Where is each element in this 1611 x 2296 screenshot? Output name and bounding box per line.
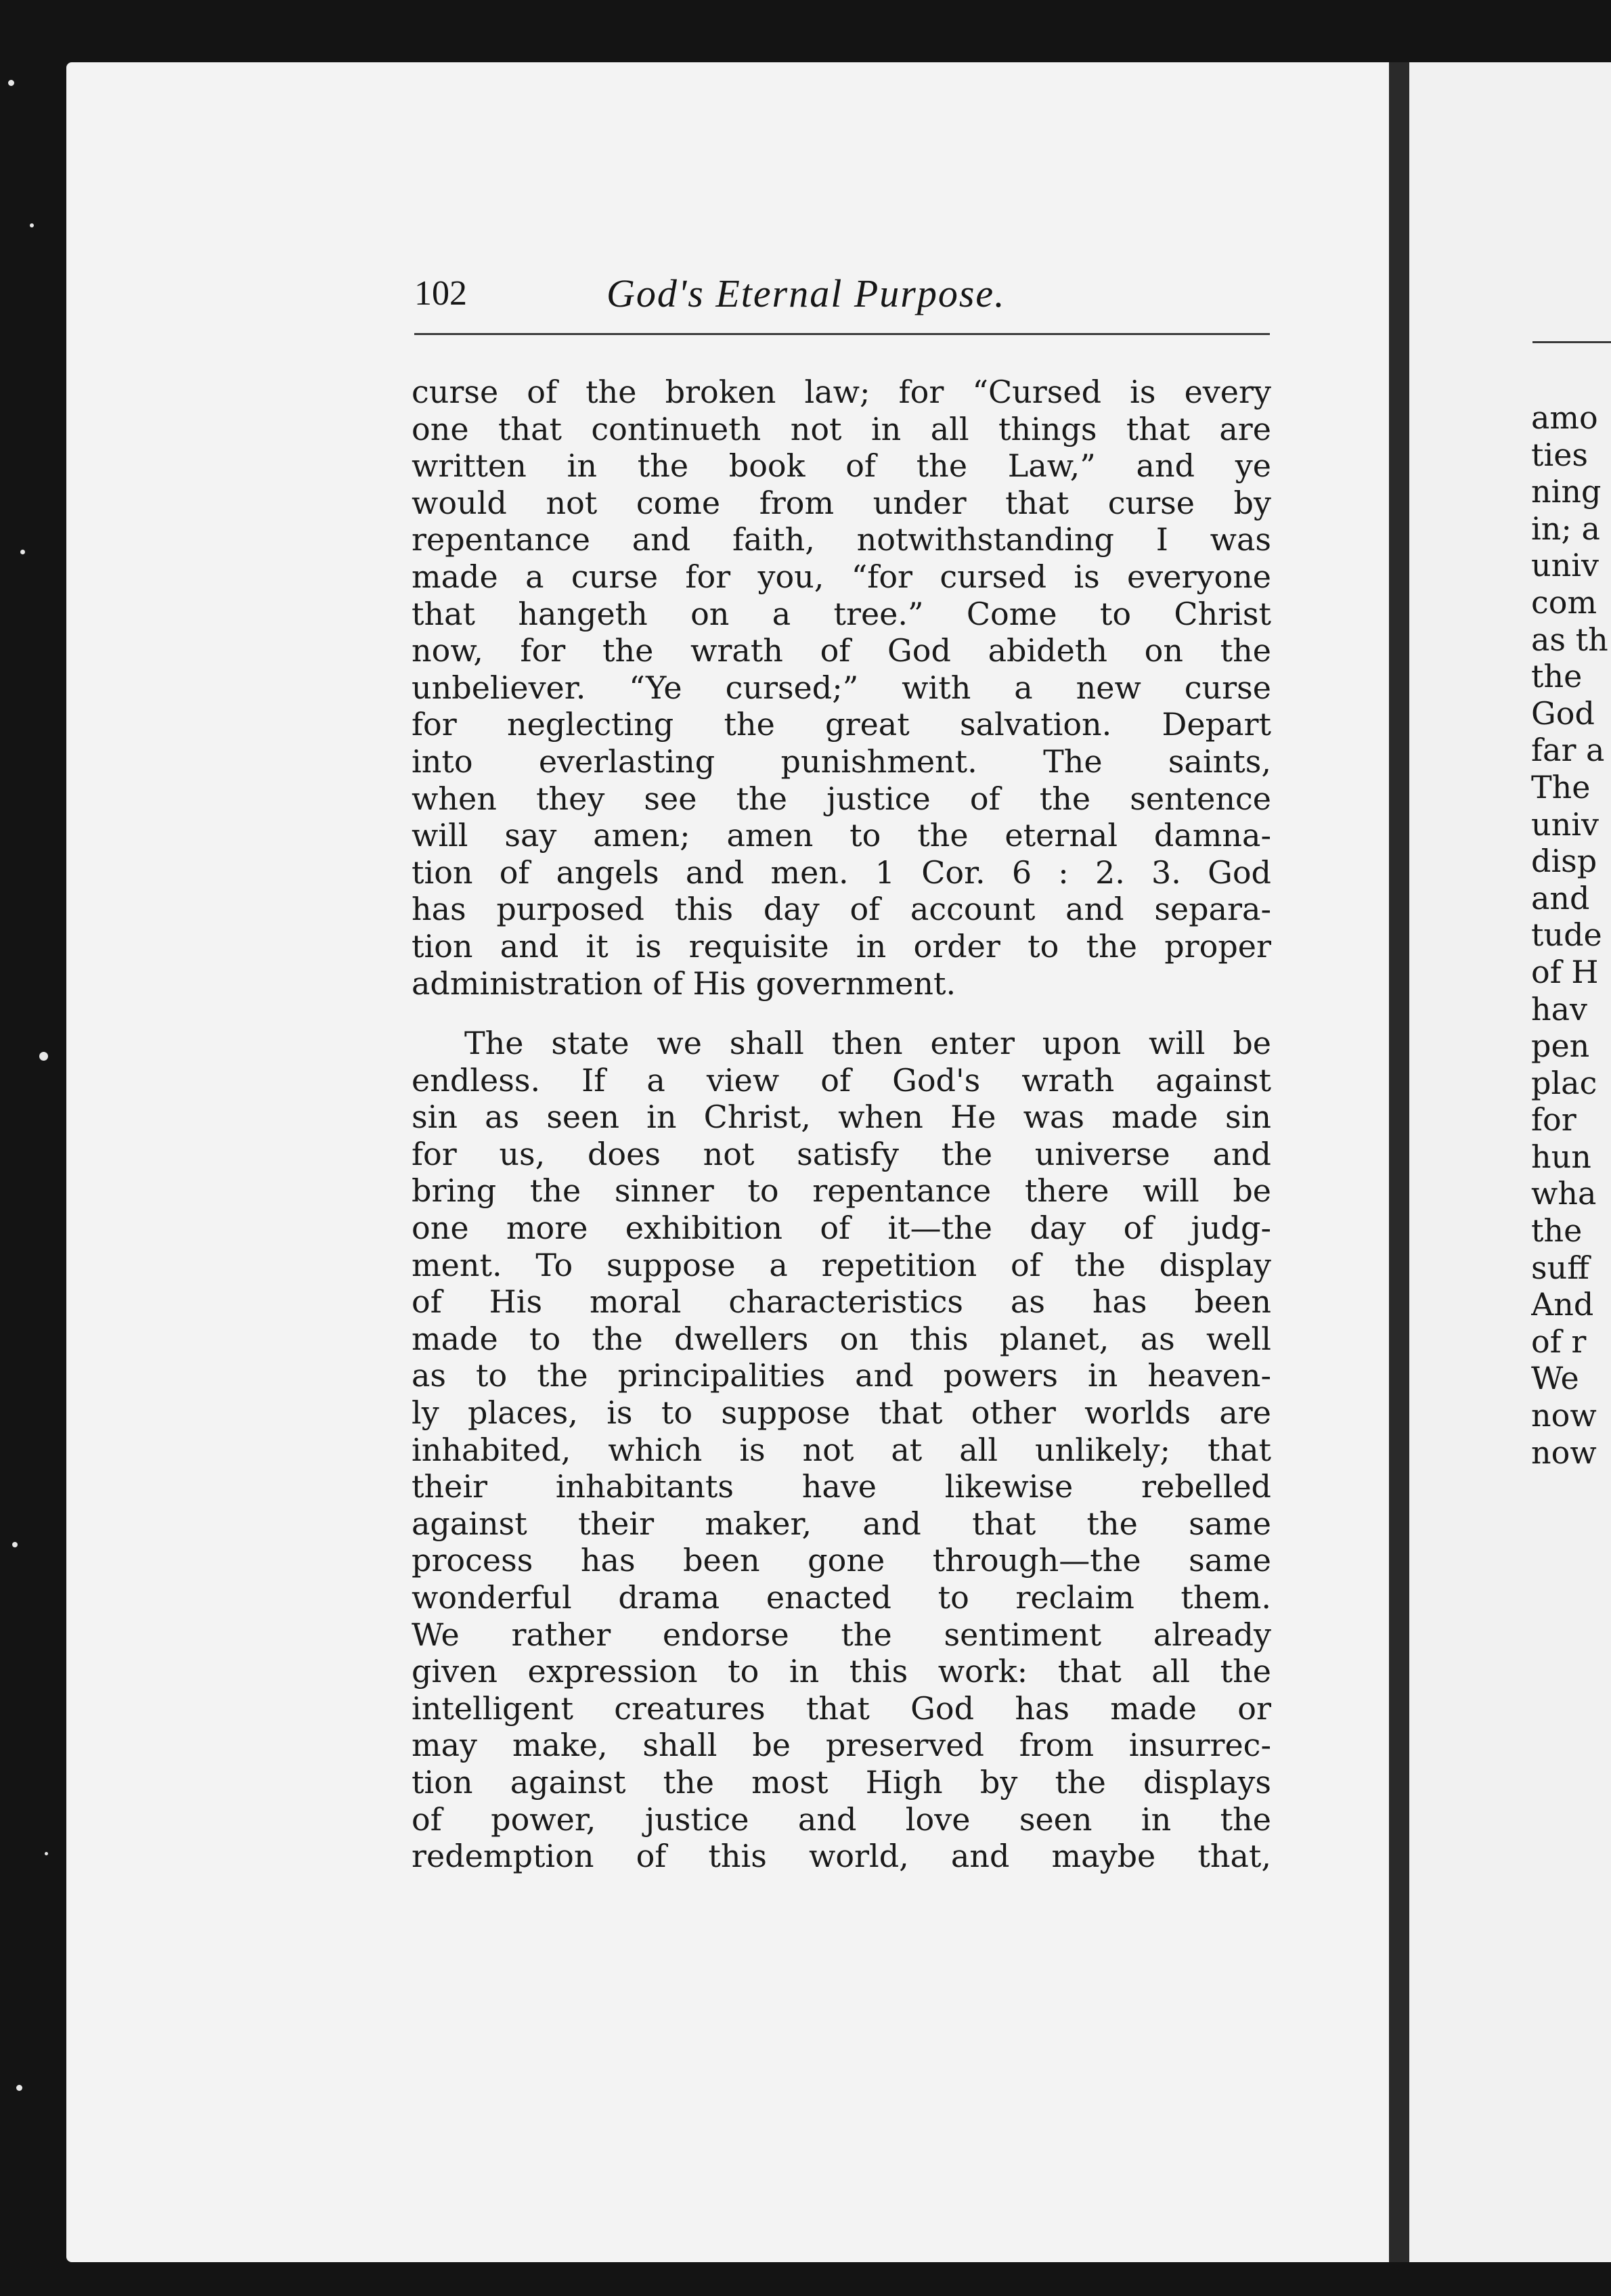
scan-speck: [30, 223, 34, 227]
text-line: when they see the justice of the sentence: [412, 780, 1271, 817]
text-line: redemption of this world, and maybe that,: [412, 1838, 1271, 1875]
text-line: ment. To suppose a repetition of the display: [412, 1246, 1271, 1283]
text-line: administration of His government.: [412, 965, 956, 1002]
text-line: repentance and faith, notwithstanding I was: [412, 521, 1271, 558]
right-text-fragment: suff: [1531, 1249, 1589, 1286]
text-line: has purposed this day of account and separa-: [412, 891, 1271, 928]
text-line: will say amen; amen to the eternal damna-: [412, 817, 1271, 854]
text-line: ly places, is to suppose that other worlds are: [412, 1394, 1271, 1432]
right-text-fragment: the: [1531, 1212, 1583, 1250]
scan-speck: [45, 1852, 48, 1855]
text-line: inhabited, which is not at all unlikely; that: [412, 1431, 1271, 1468]
text-line: written in the book of the Law,” and ye: [412, 447, 1271, 485]
text-line: made to the dwellers on this planet, as well: [412, 1320, 1271, 1357]
text-line: one that continueth not in all things that are: [412, 410, 1271, 447]
right-text-fragment: ties: [1531, 436, 1589, 473]
paragraph-2: [412, 1025, 1271, 1062]
text-line: would not come from under that curse by: [412, 484, 1271, 521]
text-line: bring the sinner to repentance there will be: [412, 1172, 1271, 1210]
text-line: We rather endorse the sentiment already: [412, 1616, 1271, 1653]
book-gutter: [1389, 62, 1409, 2262]
right-text-fragment: wha: [1531, 1175, 1597, 1212]
text-line: sin as seen in Christ, when He was made sin: [412, 1099, 1271, 1136]
paragraph-2-cont: [412, 1062, 1271, 1875]
scan-speck: [39, 1052, 48, 1061]
text-line: given expression to in this work: that all the: [412, 1653, 1271, 1690]
text-line: process has been gone through—the same: [412, 1542, 1271, 1579]
text-line: for neglecting the great salvation. Depart: [412, 706, 1271, 743]
paragraph-1: [412, 374, 1271, 1002]
right-page-text: [1531, 399, 1611, 1471]
right-text-fragment: of H: [1531, 953, 1599, 990]
right-text-fragment: ning: [1531, 473, 1602, 510]
text-line: The state we shall then enter upon will be: [464, 1025, 1271, 1062]
right-text-fragment: disp: [1531, 843, 1597, 880]
text-line: tion of angels and men. 1 Cor. 6 : 2. 3. God: [412, 854, 1271, 891]
text-line: curse of the broken law; for “Cursed is every: [412, 374, 1271, 410]
text-line: now, for the wrath of God abideth on the: [412, 632, 1271, 669]
text-line: tion against the most High by the displays: [412, 1763, 1271, 1801]
text-line: endless. If a view of God's wrath against: [412, 1061, 1271, 1099]
scan-speck: [16, 2085, 22, 2091]
text-line: unbeliever. “Ye cursed;” with a new curse: [412, 669, 1271, 706]
text-line: wonderful drama enacted to reclaim them.: [412, 1579, 1271, 1616]
right-text-fragment: for: [1531, 1101, 1576, 1139]
text-line: their inhabitants have likewise rebelled: [412, 1468, 1271, 1505]
right-text-fragment: plac: [1531, 1064, 1597, 1101]
scan-speck: [20, 550, 25, 554]
page-number: 102: [414, 274, 467, 313]
text-line: one more exhibition of it—the day of judg-: [412, 1210, 1271, 1247]
right-text-fragment: univ: [1531, 805, 1599, 843]
scan-speck: [8, 80, 14, 86]
right-text-fragment: hun: [1531, 1138, 1591, 1175]
right-text-fragment: tude: [1531, 917, 1602, 954]
header-rule: [414, 333, 1270, 335]
right-text-fragment: in; a: [1531, 510, 1600, 547]
right-text-fragment: amo: [1531, 399, 1598, 436]
right-text-fragment: The: [1531, 768, 1591, 805]
right-text-fragment: hav: [1531, 990, 1588, 1028]
right-text-fragment: com: [1531, 583, 1597, 621]
paragraph-gap: [412, 1002, 1271, 1025]
text-line: made a curse for you, “for cursed is everyone: [412, 558, 1271, 595]
text-line: of power, justice and love seen in the: [412, 1801, 1271, 1838]
right-text-fragment: the: [1531, 658, 1583, 695]
right-text-fragment: far a: [1531, 732, 1605, 769]
text-line: tion and it is requisite in order to the proper: [412, 927, 1271, 965]
text-line: as to the principalities and powers in heaven-: [412, 1357, 1271, 1394]
text-line: that hangeth on a tree.” Come to Christ: [412, 595, 1271, 632]
right-page-header-rule: [1532, 341, 1611, 343]
right-text-fragment: God: [1531, 694, 1595, 732]
right-text-fragment: pen: [1531, 1028, 1590, 1065]
text-line: may make, shall be preserved from insurrec-: [412, 1727, 1271, 1764]
right-text-fragment: and: [1531, 879, 1590, 917]
right-text-fragment: as th: [1531, 621, 1608, 658]
text-line: for us, does not satisfy the universe and: [412, 1135, 1271, 1172]
running-header: [414, 268, 1270, 322]
right-text-fragment: of r: [1531, 1323, 1587, 1360]
text-line: into everlasting punishment. The saints,: [412, 743, 1271, 780]
right-text-fragment: now: [1531, 1397, 1597, 1434]
body-text: [412, 374, 1271, 1875]
text-line: against their maker, and that the same: [412, 1505, 1271, 1542]
right-text-fragment: now: [1531, 1434, 1597, 1471]
right-text-fragment: And: [1531, 1286, 1594, 1323]
right-text-fragment: univ: [1531, 547, 1599, 584]
scan-speck: [12, 1542, 18, 1547]
running-title: God's Eternal Purpose.: [606, 271, 1006, 315]
right-text-fragment: We: [1531, 1360, 1579, 1397]
text-line: of His moral characteristics as has been: [412, 1283, 1271, 1321]
text-line: intelligent creatures that God has made or: [412, 1690, 1271, 1727]
